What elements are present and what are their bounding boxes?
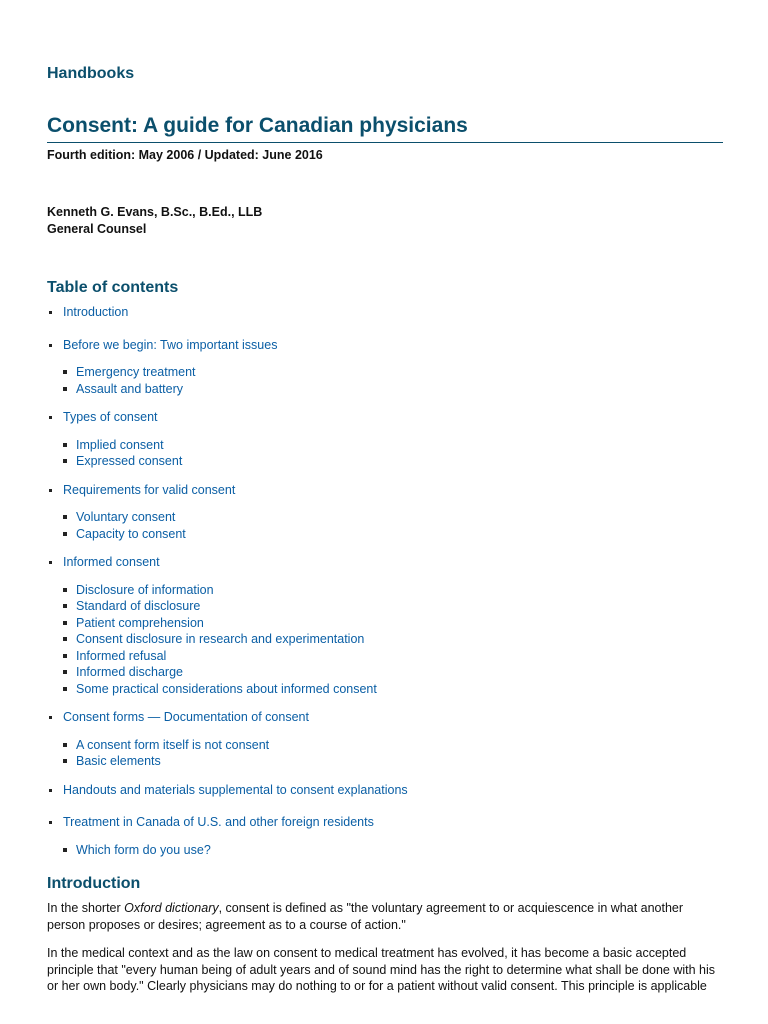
toc-link[interactable]: Informed consent xyxy=(63,555,160,569)
toc-sublist xyxy=(47,509,723,542)
toc-subitem xyxy=(47,737,723,754)
toc-sublink[interactable]: Expressed consent xyxy=(76,454,183,468)
author-role: General Counsel xyxy=(47,222,147,236)
toc-subitem xyxy=(47,681,723,698)
bullet-icon xyxy=(63,443,67,447)
toc-link[interactable]: Introduction xyxy=(63,305,129,319)
toc-sublink[interactable]: Standard of disclosure xyxy=(76,599,201,613)
bullet-icon xyxy=(49,489,52,492)
toc-link[interactable]: Before we begin: Two important issues xyxy=(63,337,278,352)
toc-sublink[interactable]: Basic elements xyxy=(76,754,161,768)
toc-sublist xyxy=(47,364,723,397)
bullet-icon xyxy=(63,687,67,691)
bullet-icon xyxy=(49,344,52,347)
toc-item xyxy=(47,482,723,543)
bullet-icon xyxy=(63,670,67,674)
bullet-icon xyxy=(63,654,67,658)
bullet-icon xyxy=(63,515,67,519)
page-title: Consent: A guide for Canadian physicians xyxy=(47,113,723,143)
toc-subitem xyxy=(47,526,723,543)
toc-subitem xyxy=(47,598,723,615)
toc-item xyxy=(47,782,723,799)
table-of-contents xyxy=(47,304,723,858)
intro-paragraph-2: In the medical context and as the law on consent to medical treatment has evolved, it has become a basic accepted principle that "every human being of adult years and of sound mind has the right to determine what shall be done with his or her own body." Clearly physicians may do nothing to or for a patient without valid consent. This principle is applicable xyxy=(47,946,716,993)
toc-sublist xyxy=(47,437,723,470)
toc-sublink[interactable]: Assault and battery xyxy=(76,381,184,396)
toc-sublink[interactable]: Informed refusal xyxy=(76,648,167,663)
toc-subitem xyxy=(47,842,723,859)
toc-sublink[interactable]: Disclosure of information xyxy=(76,582,214,597)
toc-item xyxy=(47,337,723,398)
toc-subitem xyxy=(47,437,723,454)
bullet-icon xyxy=(49,561,52,564)
toc-sublink[interactable]: Some practical considerations about informed consent xyxy=(76,681,377,696)
toc-subitem xyxy=(47,631,723,648)
toc-subitem xyxy=(47,453,723,470)
toc-item xyxy=(47,554,723,697)
author-block xyxy=(47,204,262,238)
toc-link[interactable]: Types of consent xyxy=(63,410,158,424)
bullet-icon xyxy=(63,637,67,641)
bullet-icon xyxy=(63,743,67,747)
toc-heading: Table of contents xyxy=(47,279,179,296)
toc-subitem xyxy=(47,509,723,526)
bullet-icon xyxy=(49,789,52,792)
intro-p1-after: , consent is defined as "the voluntary agreement to or acquiescence in what another person proposes or desires; agreement as to a course of action." xyxy=(47,901,684,932)
toc-subitem xyxy=(47,664,723,681)
toc-sublist xyxy=(47,842,723,859)
section-label[interactable]: Handbooks xyxy=(47,65,135,82)
toc-sublink[interactable]: Consent disclosure in research and experimentation xyxy=(76,632,365,646)
toc-sublink[interactable]: Voluntary consent xyxy=(76,510,176,524)
toc-item xyxy=(47,709,723,770)
introduction-heading: Introduction xyxy=(47,875,141,892)
toc-sublist xyxy=(47,582,723,698)
toc-subitem xyxy=(47,615,723,632)
bullet-icon xyxy=(63,532,67,536)
toc-sublink[interactable]: Patient comprehension xyxy=(76,615,204,630)
toc-subitem xyxy=(47,381,723,398)
bullet-icon xyxy=(63,588,67,592)
edition-info: Fourth edition: May 2006 / Updated: June 2016 xyxy=(47,148,323,162)
toc-item xyxy=(47,814,723,858)
toc-sublink[interactable]: Informed discharge xyxy=(76,665,184,679)
bullet-icon xyxy=(49,716,52,719)
toc-subitem xyxy=(47,753,723,770)
intro-p1-before: In the shorter xyxy=(47,901,125,915)
toc-subitem xyxy=(47,364,723,381)
bullet-icon xyxy=(63,848,67,852)
toc-link[interactable]: Requirements for valid consent xyxy=(63,482,236,497)
toc-sublink[interactable]: Emergency treatment xyxy=(76,365,196,379)
toc-link[interactable]: Handouts and materials supplemental to consent explanations xyxy=(63,782,408,797)
bullet-icon xyxy=(49,311,52,314)
toc-subitem xyxy=(47,648,723,665)
author-name: Kenneth G. Evans, B.Sc., B.Ed., LLB xyxy=(47,205,263,219)
bullet-icon xyxy=(63,370,67,374)
toc-subitem xyxy=(47,582,723,599)
bullet-icon xyxy=(49,416,52,419)
toc-sublink[interactable]: Implied consent xyxy=(76,437,164,452)
bullet-icon xyxy=(63,387,67,391)
toc-link[interactable]: Consent forms — Documentation of consent xyxy=(63,710,309,724)
toc-sublist xyxy=(47,737,723,770)
bullet-icon xyxy=(63,759,67,763)
bullet-icon xyxy=(63,459,67,463)
bullet-icon xyxy=(63,604,67,608)
toc-sublink[interactable]: A consent form itself is not consent xyxy=(76,737,270,752)
bullet-icon xyxy=(63,621,67,625)
toc-item xyxy=(47,409,723,470)
toc-sublink[interactable]: Which form do you use? xyxy=(76,842,211,857)
toc-item xyxy=(47,304,723,321)
bullet-icon xyxy=(49,821,52,824)
intro-paragraph-1 xyxy=(47,900,723,933)
intro-p1-italic: Oxford dictionary xyxy=(124,901,219,915)
toc-link[interactable]: Treatment in Canada of U.S. and other foreign residents xyxy=(63,815,374,829)
toc-sublink[interactable]: Capacity to consent xyxy=(76,526,186,541)
